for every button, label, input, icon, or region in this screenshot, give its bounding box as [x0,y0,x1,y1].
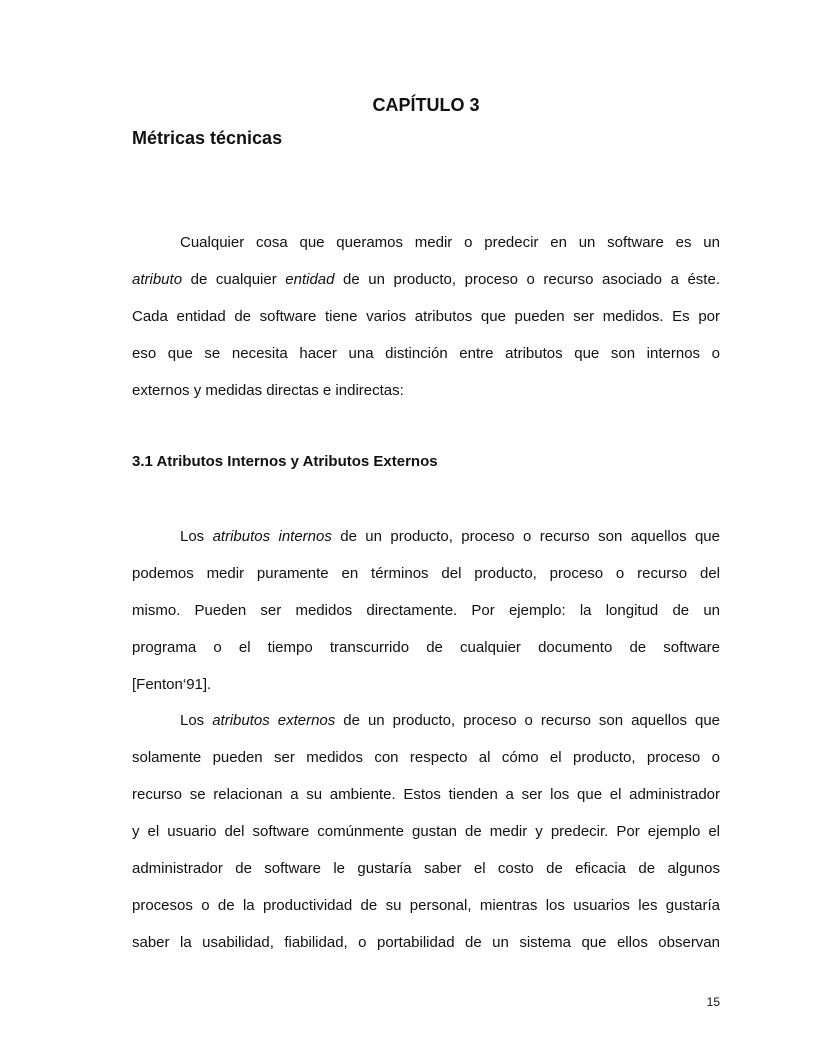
page-number: 15 [706,995,720,1009]
text-line: programa o el tiempo transcurrido de cualquier documento de software [132,639,720,656]
text-line: podemos medir puramente en términos del producto, proceso o recurso del [132,565,720,582]
text-line: eso que se necesita hacer una distinción entre atributos que son internos o [132,345,720,362]
term-atributos-internos: atributos internos [212,528,332,545]
text-line: recurso se relacionan a su ambiente. Estos tienden a ser los que el administrador [132,786,720,803]
paragraph-external-attributes [132,711,720,970]
text-line: solamente pueden ser medidos con respecto al cómo el producto, proceso o [132,749,720,766]
section-heading: 3.1 Atributos Internos y Atributos Externos [132,453,438,470]
text-line: externos y medidas directas e indirectas: [132,382,404,399]
text-line: mismo. Pueden ser medidos directamente. Por ejemplo: la longitud de un [132,602,720,619]
text-line: Cualquier cosa que queramos medir o predecir en un software es un [180,234,720,251]
text-line: atributo de cualquier entidad de un producto, proceso o recurso asociado a éste. [132,271,720,288]
chapter-title: Métricas técnicas [132,128,283,148]
chapter-label: CAPÍTULO 3 [372,95,480,115]
paragraph-internal-attributes [132,527,720,712]
paragraph-intro [132,233,720,418]
text-line: Los atributos externos de un producto, proceso o recurso son aquellos que [180,712,720,729]
text-line: saber la usabilidad, fiabilidad, o portabilidad de un sistema que ellos observan [132,934,720,951]
text-line: Cada entidad de software tiene varios atributos que pueden ser medidos. Es por [132,308,720,325]
term-entidad: entidad [285,271,335,288]
text-line: [Fenton‘91]. [132,676,212,693]
text-line: administrador de software le gustaría saber el costo de eficacia de algunos [132,860,720,877]
text-line: Los atributos internos de un producto, proceso o recurso son aquellos que [180,528,720,545]
text-line: y el usuario del software comúnmente gustan de medir y predecir. Por ejemplo el [132,823,720,840]
text-line: procesos o de la productividad de su personal, mientras los usuarios les gustaría [132,897,720,914]
term-atributo: atributo [132,271,183,288]
term-atributos-externos: atributos externos [212,712,336,729]
